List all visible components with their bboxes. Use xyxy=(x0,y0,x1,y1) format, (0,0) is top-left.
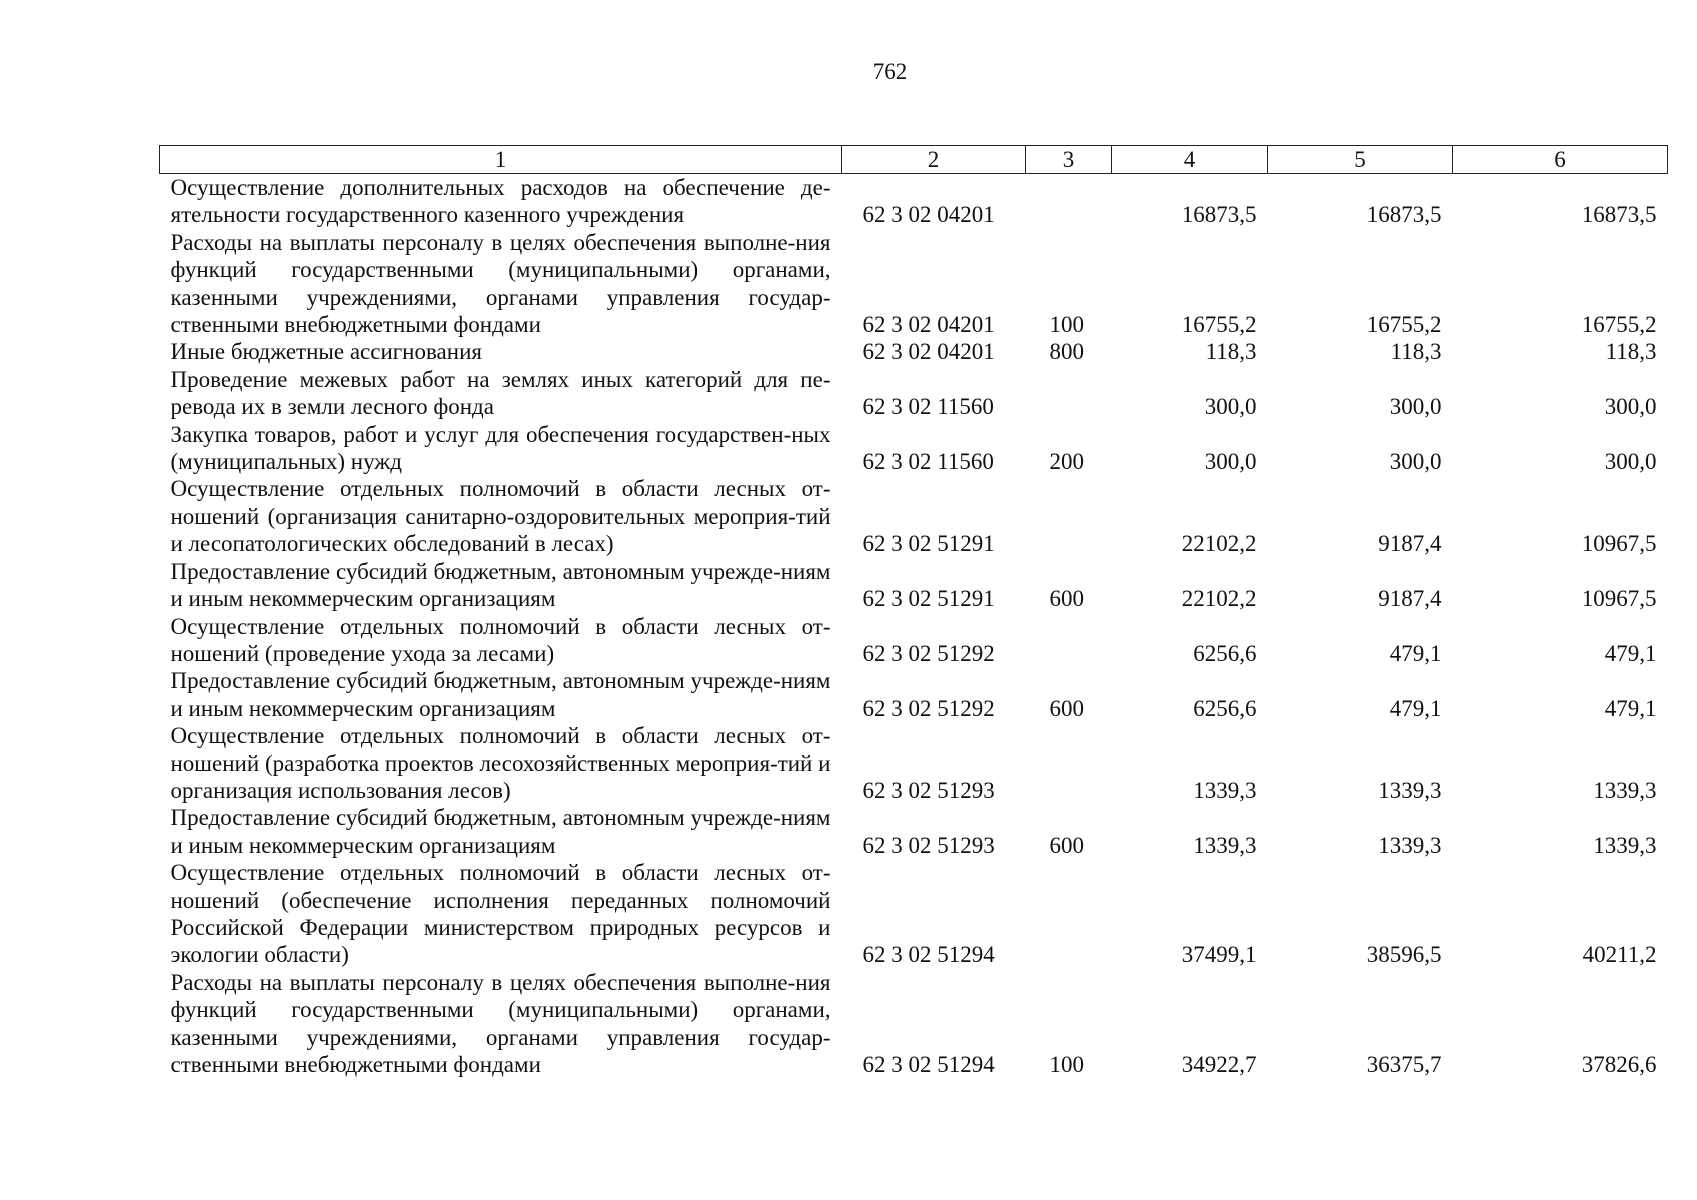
row-expense-type-cell xyxy=(1026,722,1112,804)
column-header-6: 6 xyxy=(1453,146,1668,174)
row-code-cell: 62 3 02 51291 xyxy=(862,531,995,557)
row-name-cell: Осуществление отдельных полномочий в области лесных от-ношений (обеспечение исполнения переданных полномочий Российской Федерации министерством природных ресурсов и экологии области) xyxy=(170,860,831,968)
row-value-col5-cell: 9187,4 xyxy=(1378,586,1442,612)
row-value-col6-cell: 300,0 xyxy=(1604,449,1657,475)
row-value-col6-cell: 300,0 xyxy=(1604,394,1657,420)
column-header-5: 5 xyxy=(1268,146,1453,174)
row-value-col5-cell: 1339,3 xyxy=(1378,777,1442,803)
row-value-col4-cell: 300,0 xyxy=(1204,394,1257,420)
row-code-cell: 62 3 02 04201 xyxy=(862,312,995,338)
row-value-col5-cell: 300,0 xyxy=(1389,449,1442,475)
row-name-cell: Осуществление отдельных полномочий в области лесных от-ношений (организация санитарно-оздоровительных мероприя-тий и лесопатологических обследований в лесах) xyxy=(170,476,831,557)
row-value-col6-cell: 479,1 xyxy=(1604,640,1657,666)
row-code-cell: 62 3 02 51292 xyxy=(862,695,995,721)
row-name-cell: Расходы на выплаты персоналу в целях обеспечения выполне-ния функций государственными (муниципальными) органами, казенными учреждениями, органами управления государ-ственными внебюджетными фондами xyxy=(170,969,831,1077)
row-name-cell: Проведение межевых работ на землях иных категорий для пе-ревода их в земли лесного фонда xyxy=(170,366,831,420)
row-code-cell: 62 3 02 11560 xyxy=(862,394,994,420)
row-value-col6-cell: 37826,6 xyxy=(1581,1052,1657,1077)
row-code-cell: 62 3 02 51293 xyxy=(862,832,995,858)
row-value-col6-cell: 10967,5 xyxy=(1581,531,1657,557)
row-name-cell: Иные бюджетные ассигнования xyxy=(170,339,482,365)
row-expense-type-cell xyxy=(1026,475,1112,557)
row-value-col4-cell: 118,3 xyxy=(1205,339,1257,365)
column-header-2: 2 xyxy=(842,146,1026,174)
table-row xyxy=(160,558,1668,613)
row-code-cell: 62 3 02 51293 xyxy=(862,777,995,803)
row-value-col6-cell: 1339,3 xyxy=(1593,777,1657,803)
row-expense-type-cell xyxy=(1026,859,1112,969)
table-row xyxy=(160,229,1668,339)
row-expense-type-cell: 600 xyxy=(1049,832,1084,858)
row-value-col6-cell: 479,1 xyxy=(1604,695,1657,721)
row-expense-type-cell: 100 xyxy=(1049,1052,1084,1077)
row-code-cell: 62 3 02 51294 xyxy=(862,1052,995,1077)
row-value-col5-cell: 16755,2 xyxy=(1366,312,1442,338)
row-value-col6-cell: 1339,3 xyxy=(1593,832,1657,858)
row-value-col4-cell: 16873,5 xyxy=(1181,202,1257,228)
row-value-col5-cell: 38596,5 xyxy=(1366,942,1442,968)
row-value-col5-cell: 479,1 xyxy=(1389,695,1442,721)
row-value-col6-cell: 118,3 xyxy=(1605,339,1657,365)
row-expense-type-cell xyxy=(1026,613,1112,668)
table-row xyxy=(160,475,1668,557)
row-code-cell: 62 3 02 04201 xyxy=(862,202,995,228)
row-value-col4-cell: 6256,6 xyxy=(1193,640,1257,666)
row-value-col6-cell: 16755,2 xyxy=(1581,312,1657,338)
page-number: 762 xyxy=(872,59,908,84)
row-value-col4-cell: 16755,2 xyxy=(1181,312,1257,338)
row-value-col4-cell: 37499,1 xyxy=(1181,942,1257,968)
table-header-row xyxy=(160,146,1668,174)
column-header-1: 1 xyxy=(160,146,842,174)
table-row xyxy=(160,859,1668,969)
table-row xyxy=(160,366,1668,421)
row-value-col5-cell: 1339,3 xyxy=(1378,832,1442,858)
table-row xyxy=(160,421,1668,476)
row-value-col5-cell: 36375,7 xyxy=(1366,1052,1442,1077)
table-row xyxy=(160,722,1668,804)
table-row xyxy=(160,667,1668,722)
row-value-col6-cell: 40211,2 xyxy=(1582,942,1657,968)
table-row xyxy=(160,338,1668,365)
row-value-col6-cell: 16873,5 xyxy=(1581,202,1657,228)
row-code-cell: 62 3 02 04201 xyxy=(862,339,995,365)
table-row xyxy=(160,174,1668,229)
row-expense-type-cell: 200 xyxy=(1049,449,1084,475)
table-row xyxy=(160,969,1668,1079)
row-name-cell: Осуществление отдельных полномочий в области лесных от-ношений (проведение ухода за лесами) xyxy=(170,613,831,666)
row-expense-type-cell: 800 xyxy=(1049,339,1084,365)
row-value-col5-cell: 9187,4 xyxy=(1378,531,1442,557)
row-code-cell: 62 3 02 11560 xyxy=(862,449,994,475)
row-name-cell: Закупка товаров, работ и услуг для обеспечения государствен-ных (муниципальных) нужд xyxy=(170,421,831,475)
budget-table xyxy=(159,145,1668,1078)
table-body xyxy=(160,174,1668,1079)
row-value-col6-cell: 10967,5 xyxy=(1581,586,1657,612)
row-expense-type-cell xyxy=(1026,366,1112,421)
row-name-cell: Предоставление субсидий бюджетным, автономным учрежде-ниям и иным некоммерческим организациям xyxy=(170,668,831,721)
row-expense-type-cell: 600 xyxy=(1049,586,1084,612)
row-value-col4-cell: 300,0 xyxy=(1204,449,1257,475)
row-name-cell: Осуществление отдельных полномочий в области лесных от-ношений (разработка проектов лесохозяйственных мероприя-тий и организация использования лесов) xyxy=(170,723,831,803)
row-value-col4-cell: 22102,2 xyxy=(1181,586,1257,612)
row-code-cell: 62 3 02 51291 xyxy=(862,586,995,612)
row-name-cell: Предоставление субсидий бюджетным, автономным учрежде-ниям и иным некоммерческим организациям xyxy=(170,558,831,612)
table-row xyxy=(160,613,1668,668)
column-header-4: 4 xyxy=(1112,146,1268,174)
row-name-cell: Предоставление субсидий бюджетным, автономным учрежде-ниям и иным некоммерческим организациям xyxy=(170,805,831,858)
row-code-cell: 62 3 02 51294 xyxy=(862,942,995,968)
row-value-col4-cell: 22102,2 xyxy=(1181,531,1257,557)
row-value-col4-cell: 1339,3 xyxy=(1193,777,1257,803)
row-name-cell: Осуществление дополнительных расходов на обеспечение де-ятельности государственного казенного учреждения xyxy=(170,175,831,228)
row-value-col5-cell: 118,3 xyxy=(1390,339,1442,365)
row-value-col5-cell: 479,1 xyxy=(1389,640,1442,666)
row-value-col4-cell: 34922,7 xyxy=(1181,1052,1257,1077)
row-name-cell: Расходы на выплаты персоналу в целях обеспечения выполне-ния функций государственными (муниципальными) органами, казенными учреждениями, органами управления государ-ственными внебюджетными фондами xyxy=(170,229,831,338)
row-code-cell: 62 3 02 51292 xyxy=(862,640,995,666)
row-expense-type-cell: 100 xyxy=(1049,312,1084,338)
row-expense-type-cell xyxy=(1026,174,1112,229)
row-value-col5-cell: 300,0 xyxy=(1389,394,1442,420)
row-value-col4-cell: 6256,6 xyxy=(1193,695,1257,721)
row-expense-type-cell: 600 xyxy=(1049,695,1084,721)
column-header-3: 3 xyxy=(1026,146,1112,174)
table-row xyxy=(160,804,1668,859)
row-value-col5-cell: 16873,5 xyxy=(1366,202,1442,228)
row-value-col4-cell: 1339,3 xyxy=(1193,832,1257,858)
